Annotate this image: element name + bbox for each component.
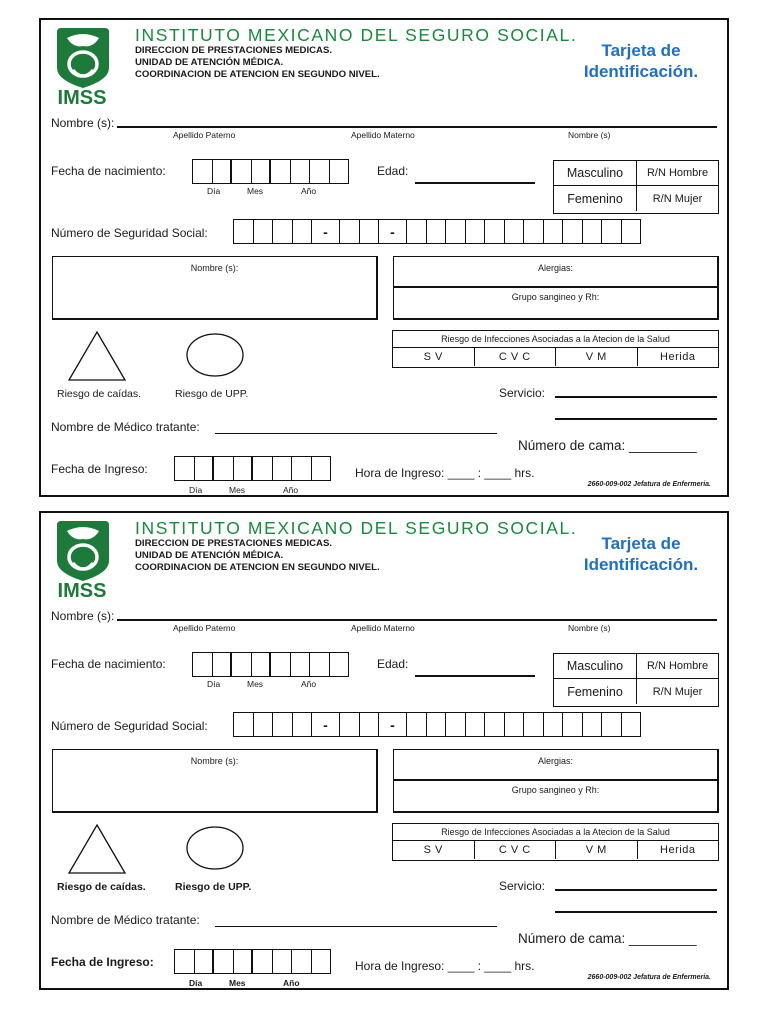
fecha-ingreso-label: Fecha de Ingreso: xyxy=(51,955,154,969)
sv-cell[interactable]: S V xyxy=(393,348,475,366)
institute-name: INSTITUTO MEXICANO DEL SEGURO SOCIAL. xyxy=(135,25,578,45)
rn-mujer-option[interactable]: R/N Mujer xyxy=(652,192,703,205)
servicio-label: Servicio: xyxy=(499,386,546,400)
mes-label: Mes xyxy=(229,485,246,495)
imss-logo xyxy=(47,24,117,108)
dia-label: Día xyxy=(207,186,221,196)
edad-label: Edad: xyxy=(377,164,409,178)
infection-risk-table: Riesgo de Infecciones Asociadas a la Atecion de la Salud S V C V C V M Herida xyxy=(392,823,719,861)
admission-date-boxes[interactable] xyxy=(174,456,331,481)
admission-date-boxes[interactable] xyxy=(174,949,331,974)
alergias-box[interactable]: Alergias: xyxy=(393,749,719,781)
servicio-field[interactable] xyxy=(555,889,717,891)
cama-label[interactable]: Número de cama: _________ xyxy=(518,438,697,453)
nombre-box[interactable]: Nombre (s): xyxy=(52,256,378,320)
dia-label: Día xyxy=(189,978,203,988)
mes-label: Mes xyxy=(247,679,264,689)
upp-label: Riesgo de UPP. xyxy=(175,881,252,893)
fecha-nacimiento-label: Fecha de nacimiento: xyxy=(51,657,166,671)
upp-risk-circle-icon[interactable] xyxy=(185,332,245,378)
servicio-field-2[interactable] xyxy=(555,911,717,913)
cama-label[interactable]: Número de cama: _________ xyxy=(518,931,697,946)
servicio-field-2[interactable] xyxy=(555,418,717,420)
masculino-option[interactable]: Masculino xyxy=(554,654,637,678)
edad-field[interactable] xyxy=(415,675,535,677)
hora-ingreso-label[interactable]: Hora de Ingreso: ____ : ____ hrs. xyxy=(355,466,535,480)
grupo-sanguineo-box[interactable]: Grupo sangineo y Rh: xyxy=(393,780,719,813)
nss-label: Número de Seguridad Social: xyxy=(51,226,208,240)
direction-line-3: COORDINACION DE ATENCION EN SEGUNDO NIVEL. xyxy=(135,562,380,573)
mes-label: Mes xyxy=(229,978,246,988)
card-title: Tarjeta de Identificación. xyxy=(583,534,699,574)
caidas-label: Riesgo de caídas. xyxy=(57,388,142,400)
nombres-sublabel: Nombre (s) xyxy=(568,623,611,633)
birth-date-boxes[interactable] xyxy=(192,159,349,184)
ano-label: Año xyxy=(283,978,300,988)
nombre-field[interactable] xyxy=(117,126,717,128)
upp-label: Riesgo de UPP. xyxy=(175,388,249,400)
svg-text:IMSS: IMSS xyxy=(57,87,107,108)
caidas-label: Riesgo de caídas. xyxy=(57,881,146,893)
apellido-materno-label: Apellido Materno xyxy=(351,623,415,633)
fecha-nacimiento-label: Fecha de nacimiento: xyxy=(51,164,166,178)
masculino-option[interactable]: Masculino xyxy=(554,161,637,185)
medico-label: Nombre de Médico tratante: xyxy=(51,420,200,434)
institute-name: INSTITUTO MEXICANO DEL SEGURO SOCIAL. xyxy=(135,518,578,538)
apellido-paterno-label: Apellido Paterno xyxy=(173,130,236,140)
rn-hombre-option[interactable]: R/N Hombre xyxy=(646,167,709,179)
herida-cell[interactable]: Herida xyxy=(660,351,696,363)
direction-line-2: UNIDAD DE ATENCIÓN MÉDICA. xyxy=(135,550,284,561)
nss-boxes[interactable]: - - xyxy=(233,712,641,737)
upp-risk-circle-icon[interactable] xyxy=(185,825,245,871)
nombres-sublabel: Nombre (s) xyxy=(568,130,611,140)
nss-label: Número de Seguridad Social: xyxy=(51,719,208,733)
edad-label: Edad: xyxy=(377,657,409,671)
alergias-box[interactable]: Alergias: xyxy=(393,256,719,288)
femenino-option[interactable]: Femenino xyxy=(554,679,637,704)
sex-selection-table xyxy=(553,653,719,707)
servicio-label: Servicio: xyxy=(499,879,546,893)
direction-line-2: UNIDAD DE ATENCIÓN MÉDICA. xyxy=(135,57,284,68)
identification-card-2 xyxy=(39,511,729,990)
rn-mujer-option[interactable]: R/N Mujer xyxy=(652,685,703,698)
grupo-sanguineo-box[interactable]: Grupo sangineo y Rh: xyxy=(393,287,719,320)
fecha-ingreso-label: Fecha de Ingreso: xyxy=(51,462,148,476)
herida-cell[interactable]: Herida xyxy=(660,844,696,856)
svg-text:IMSS: IMSS xyxy=(57,580,107,601)
sv-cell[interactable]: S V xyxy=(393,841,475,859)
edad-field[interactable] xyxy=(415,182,535,184)
infection-risk-table: Riesgo de Infecciones Asociadas a la Atecion de la Salud S V C V C V M Herida xyxy=(392,330,719,368)
ano-label: Año xyxy=(283,485,299,495)
sex-selection-table xyxy=(553,160,719,214)
form-footer: 2660-009-002 Jefatura de Enfermeria. xyxy=(587,974,711,981)
ano-label: Año xyxy=(301,186,317,196)
direction-line-1: DIRECCION DE PRESTACIONES MEDICAS. xyxy=(135,538,333,549)
direction-line-1: DIRECCION DE PRESTACIONES MEDICAS. xyxy=(135,45,333,56)
form-footer: 2660-009-002 Jefatura de Enfermeria. xyxy=(587,481,711,488)
medico-label: Nombre de Médico tratante: xyxy=(51,913,200,927)
vm-cell[interactable]: V M xyxy=(556,348,638,366)
nombre-box[interactable]: Nombre (s): xyxy=(52,749,378,813)
medico-field[interactable] xyxy=(215,926,497,927)
mes-label: Mes xyxy=(247,186,264,196)
birth-date-boxes[interactable] xyxy=(192,652,349,677)
medico-field[interactable] xyxy=(215,433,497,434)
nss-boxes[interactable]: - - xyxy=(233,219,641,244)
cvc-cell[interactable]: C V C xyxy=(475,348,557,366)
femenino-option[interactable]: Femenino xyxy=(554,186,637,211)
hora-ingreso-label[interactable]: Hora de Ingreso: ____ : ____ hrs. xyxy=(355,959,535,973)
nombre-field[interactable] xyxy=(117,619,717,621)
nombre-label: Nombre (s): xyxy=(51,116,115,130)
cvc-cell[interactable]: C V C xyxy=(475,841,557,859)
fall-risk-triangle-icon[interactable] xyxy=(67,823,127,875)
dia-label: Día xyxy=(207,679,221,689)
apellido-paterno-label: Apellido Paterno xyxy=(173,623,236,633)
dia-label: Día xyxy=(189,485,203,495)
identification-card-1 xyxy=(39,18,729,497)
imss-logo xyxy=(47,517,117,601)
servicio-field[interactable] xyxy=(555,396,717,398)
rn-hombre-option[interactable]: R/N Hombre xyxy=(646,660,709,672)
vm-cell[interactable]: V M xyxy=(556,841,638,859)
card-title: Tarjeta de Identificación. xyxy=(583,41,699,81)
ano-label: Año xyxy=(301,679,317,689)
fall-risk-triangle-icon[interactable] xyxy=(67,330,127,382)
nombre-label: Nombre (s): xyxy=(51,609,115,623)
direction-line-3: COORDINACION DE ATENCION EN SEGUNDO NIVEL. xyxy=(135,69,380,80)
apellido-materno-label: Apellido Materno xyxy=(351,130,415,140)
